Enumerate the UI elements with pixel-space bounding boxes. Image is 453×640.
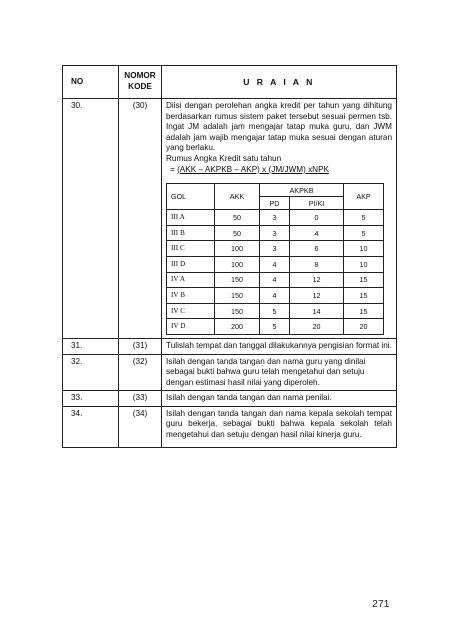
akp-cell-pi: 8 (290, 256, 344, 272)
row-31-description: Tulislah tempat dan tanggal dilakukannya pengisian format ini. (166, 340, 392, 350)
akp-cell-gol: IV A (167, 272, 215, 288)
akp-row (167, 241, 384, 257)
akp-row (167, 303, 384, 319)
akp-header-pi: PI/KI (290, 197, 344, 210)
header-no: NO (63, 66, 119, 99)
akp-cell-akp: 15 (344, 288, 384, 304)
table-row (63, 354, 397, 391)
row-uraian (162, 99, 397, 339)
row-uraian (162, 391, 397, 407)
akp-row (167, 272, 384, 288)
akp-table (166, 183, 384, 335)
header-uraian: U R A I A N (162, 66, 397, 99)
formula-line (170, 165, 392, 176)
formula-prefix: = (170, 164, 178, 174)
akp-cell-akk: 150 (215, 288, 260, 304)
formula-title: Rumus Angka Kredit satu tahun (166, 153, 282, 163)
akp-cell-pi: 0 (290, 210, 344, 226)
row-kode: (30) (119, 99, 162, 339)
akp-body (167, 210, 384, 335)
row-no: 33. (63, 391, 119, 407)
row-uraian (162, 354, 397, 391)
table-row (63, 406, 397, 447)
akp-cell-gol: III C (167, 241, 215, 257)
akp-cell-akk: 50 (215, 210, 260, 226)
akp-cell-akk: 200 (215, 319, 260, 335)
akp-row (167, 319, 384, 335)
akp-header-akpkb: AKPKB (260, 184, 344, 197)
table-row (63, 338, 397, 354)
akp-cell-akp: 5 (344, 225, 384, 241)
row-no: 34. (63, 406, 119, 447)
akp-cell-pi: 12 (290, 272, 344, 288)
akp-cell-pd: 3 (260, 225, 290, 241)
akp-cell-gol: III D (167, 256, 215, 272)
row-no: 32. (63, 354, 119, 391)
akp-cell-pi: 12 (290, 288, 344, 304)
akp-header-row (167, 184, 384, 197)
table-row (63, 99, 397, 339)
akp-cell-pi: 4 (290, 225, 344, 241)
akp-cell-pd: 4 (260, 272, 290, 288)
row-34-description: Isilah dengan tanda tangan dan nama kepala sekolah tempat guru bekerja, sebagai bukti bahwa kepala sekolah telah mengetahui dan setuju dengan hasil nilai kinerja guru. (166, 408, 392, 440)
akp-cell-akk: 100 (215, 256, 260, 272)
akp-cell-akk: 150 (215, 272, 260, 288)
akp-cell-akp: 5 (344, 210, 384, 226)
formula: (AKK – AKPKB – AKP) x (JM/JWM) xNPK (177, 164, 330, 174)
row-32-description: Isilah dengan tanda tangan dan nama guru yang dinilai sebagai bukti bahwa guru telah mengetahui dan setuju dengan estimasi hasil nilai yang diperoleh. (166, 356, 366, 387)
akp-row (167, 256, 384, 272)
akp-cell-akp: 10 (344, 256, 384, 272)
akp-cell-gol: III B (167, 225, 215, 241)
akp-header-akp: AKP (344, 184, 384, 210)
akp-cell-akk: 150 (215, 303, 260, 319)
row-kode: (31) (119, 338, 162, 354)
akp-cell-pd: 4 (260, 288, 290, 304)
akp-cell-akk: 100 (215, 241, 260, 257)
page-number: 271 (372, 598, 390, 610)
akp-cell-pi: 20 (290, 319, 344, 335)
akp-cell-gol: IV C (167, 303, 215, 319)
akp-cell-gol: IV D (167, 319, 215, 335)
row-33-description: Isilah dengan tanda tangan dan nama penilai. (166, 393, 332, 403)
akp-cell-akp: 10 (344, 241, 384, 257)
akp-header-pd: PD (260, 197, 290, 210)
akp-cell-pi: 6 (290, 241, 344, 257)
akp-row (167, 288, 384, 304)
row-kode: (34) (119, 406, 162, 447)
akp-cell-akp: 15 (344, 272, 384, 288)
akp-cell-pi: 14 (290, 303, 344, 319)
row-30-description: Diisi dengan perolehan angka kredit per tahun yang dihitung berdasarkan rumus sistem paket tersebut sesuai permen tsb. Ingat JM adalah jam mengajar tatap muka guru, dan JWM adalah jam wajib mengajar tatap muka sesuai dengan aturan yang berlaku. (166, 101, 392, 153)
uraian-table (62, 65, 397, 448)
akp-cell-gol: III A (167, 210, 215, 226)
table-row (63, 391, 397, 407)
akp-cell-pd: 3 (260, 241, 290, 257)
row-kode: (33) (119, 391, 162, 407)
row-no: 31. (63, 338, 119, 354)
akp-header-gol: GOL (167, 184, 215, 210)
header-row (63, 66, 397, 99)
akp-header-akk: AKK (215, 184, 260, 210)
akp-cell-gol: IV B (167, 288, 215, 304)
row-no: 30. (63, 99, 119, 339)
akp-cell-akp: 20 (344, 319, 384, 335)
akp-row (167, 225, 384, 241)
akp-cell-akk: 50 (215, 225, 260, 241)
row-uraian (162, 406, 397, 447)
akp-cell-pd: 4 (260, 256, 290, 272)
akp-cell-pd: 5 (260, 303, 290, 319)
row-uraian (162, 338, 397, 354)
akp-cell-akp: 15 (344, 303, 384, 319)
akp-cell-pd: 5 (260, 319, 290, 335)
akp-cell-pd: 3 (260, 210, 290, 226)
header-kode: NOMOR KODE (119, 66, 162, 99)
row-kode: (32) (119, 354, 162, 391)
akp-row (167, 210, 384, 226)
